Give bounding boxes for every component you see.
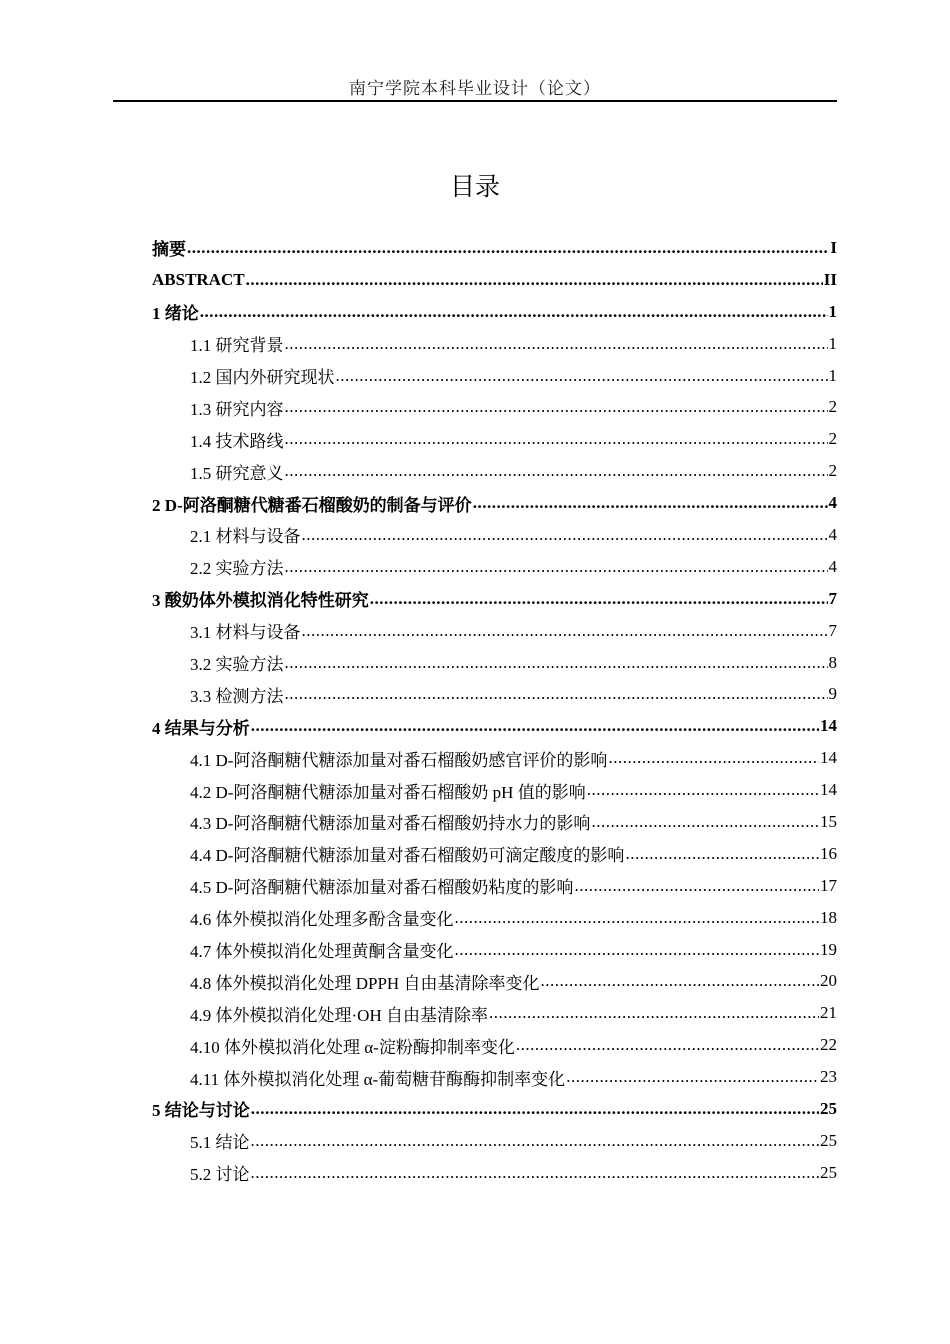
toc-dot-leader [455,908,820,928]
toc-dot-leader [608,748,819,768]
toc-dot-leader [489,1003,819,1023]
toc-entry-label: 3.3 检测方法 [190,686,284,706]
toc-entry-label: 4.5 D-阿洛酮糖代糖添加量对番石榴酸奶粘度的影响 [190,878,574,898]
toc-entry-section[interactable] [152,678,837,710]
toc-dot-leader [251,1099,819,1119]
toc-entry-section[interactable] [152,551,837,583]
toc-entry-page-number: 21 [820,1003,837,1023]
toc-entry-chapter[interactable] [152,232,837,264]
toc-entry-section[interactable] [152,455,837,487]
toc-dot-leader [336,366,828,386]
toc-entry-page-number: 15 [820,811,837,831]
toc-entry-page-number: 25 [820,1162,837,1182]
toc-entry-label: 4.8 体外模拟消化处理 DPPH 自由基清除率变化 [190,973,540,993]
toc-entry-chapter[interactable] [152,296,837,328]
toc-entry-page-number: 19 [820,939,837,959]
toc-entry-label: 4.1 D-阿洛酮糖代糖添加量对番石榴酸奶感官评价的影响 [190,750,608,770]
toc-entry-page-number: 14 [820,748,837,768]
toc-dot-leader [516,1035,819,1055]
toc-entry-page-number: 7 [828,588,837,608]
toc-dot-leader [251,1163,820,1183]
toc-entry-page-number: 1 [828,365,837,385]
toc-dot-leader [285,397,828,417]
toc-entry-section[interactable] [152,934,837,966]
toc-dot-leader [455,940,820,960]
toc-entry-page-number: 14 [820,716,837,736]
toc-entry-label: 1.2 国内外研究现状 [190,368,335,387]
toc-dot-leader [566,1067,819,1087]
toc-entry-label: 4.11 体外模拟消化处理 α-葡萄糖苷酶酶抑制率变化 [190,1069,566,1089]
toc-entry-label: 1.1 研究背景 [190,336,284,356]
toc-entry-chapter[interactable] [152,583,837,615]
toc-entry-section[interactable] [152,774,837,806]
toc-entry-label: 4.7 体外模拟消化处理黄酮含量变化 [190,942,454,962]
toc-entry-label: 2.1 材料与设备 [190,527,301,547]
toc-entry-page-number: 4 [828,524,837,544]
toc-entry-section[interactable] [152,519,837,551]
toc-entry-section[interactable] [152,1125,837,1157]
toc-entry-page-number: 23 [820,1067,837,1087]
toc-dot-leader [370,589,828,609]
toc-dot-leader [574,876,819,896]
toc-entry-label: 2.2 实验方法 [190,559,284,579]
toc-entry-label: 4.3 D-阿洛酮糖代糖添加量对番石榴酸奶持水力的影响 [190,814,591,834]
toc-entry-section[interactable] [152,806,837,838]
toc-entry-label: 4.6 体外模拟消化处理多酚含量变化 [190,910,454,930]
toc-entry-page-number: 2 [828,429,837,449]
toc-dot-leader [251,1131,820,1151]
toc-entry-page-number: I [830,237,837,257]
toc-entry-page-number: 25 [820,1130,837,1150]
toc-entry-page-number: 18 [820,907,837,927]
toc-entry-page-number: 8 [828,652,837,672]
toc-dot-leader [285,684,828,704]
toc-entry-page-number: 16 [820,843,837,863]
toc-dot-leader [285,461,828,481]
toc-dot-leader [251,716,819,736]
toc-dot-leader [302,525,828,545]
toc-dot-leader [285,653,828,673]
toc-entry-label: 1.4 技术路线 [190,431,284,451]
toc-entry-label: 2 D-阿洛酮糖代糖番石榴酸奶的制备与评价 [152,495,472,515]
toc-entry-page-number: 14 [820,780,837,800]
toc-entry-chapter[interactable] [152,710,837,742]
toc-entry-chapter[interactable] [152,264,837,296]
toc-entry-page-number: 22 [820,1035,837,1055]
toc-entry-label: 5.2 讨论 [190,1165,250,1185]
toc-dot-leader [540,971,819,991]
running-header: 南宁学院本科毕业设计（论文） [349,79,601,98]
toc-entry-page-number: 7 [828,620,837,640]
toc-entry-label: 4.2 D-阿洛酮糖代糖添加量对番石榴酸奶 pH 值的影响 [190,782,586,802]
toc-dot-leader [200,302,828,322]
toc-entry-section[interactable] [152,742,837,774]
toc-entry-section[interactable] [152,965,837,997]
toc-entry-section[interactable] [152,615,837,647]
toc-entry-label: 3 酸奶体外模拟消化特性研究 [152,591,369,611]
toc-entry-label: 3.2 实验方法 [190,655,284,675]
toc-entry-section[interactable] [152,1157,837,1189]
toc-entry-label: 4.9 体外模拟消化处理·OH 自由基清除率 [190,1005,488,1025]
toc-dot-leader [587,780,819,800]
toc-entry-page-number: 2 [828,397,837,417]
toc-dot-leader [473,493,828,513]
header-rule [113,100,837,102]
toc-dot-leader [302,621,828,641]
toc-dot-leader [591,812,819,832]
toc-entry-section[interactable] [152,360,837,392]
toc-title: 目录 [449,172,500,201]
toc-entry-section[interactable] [152,1029,837,1061]
toc-entry-section[interactable] [152,902,837,934]
toc-entry-chapter[interactable] [152,487,837,519]
toc-entry-page-number: 4 [828,493,837,513]
toc-entry-section[interactable] [152,997,837,1029]
toc-entry-section[interactable] [152,870,837,902]
toc-entry-page-number: 2 [828,461,837,481]
toc-entry-label: 4.4 D-阿洛酮糖代糖添加量对番石榴酸奶可滴定酸度的影响 [190,846,625,866]
toc-dot-leader [625,844,819,864]
toc-dot-leader [285,429,828,449]
toc-entry-page-number: 1 [828,301,837,321]
toc-entry-label: 1 绪论 [152,304,199,324]
toc-entry-label: ABSTRACT [152,269,245,289]
toc-entry-page-number: 20 [820,971,837,991]
toc-entry-page-number: 1 [828,333,837,353]
toc-entry-label: 摘要 [152,240,186,260]
toc-dot-leader [246,270,823,290]
toc-entry-label: 1.5 研究意义 [190,463,284,483]
toc-entry-section[interactable] [152,328,837,360]
toc-entry-label: 4.10 体外模拟消化处理 α-淀粉酶抑制率变化 [190,1037,515,1057]
toc-dot-leader [187,238,829,258]
toc-entry-page-number: 4 [828,556,837,576]
toc-entry-section[interactable] [152,1061,837,1093]
toc-dot-leader [285,334,828,354]
toc-entry-chapter[interactable] [152,1093,837,1125]
toc-entry-page-number: 25 [820,1098,837,1118]
toc-entry-label: 1.3 研究内容 [190,399,284,419]
toc-entry-page-number: II [823,269,837,289]
toc-entry-section[interactable] [152,838,837,870]
toc-dot-leader [285,557,828,577]
toc-entry-section[interactable] [152,391,837,423]
toc-entry-page-number: 9 [828,684,837,704]
toc-entry-section[interactable] [152,647,837,679]
toc-entry-label: 3.1 材料与设备 [190,623,301,643]
toc-entry-label: 4 结果与分析 [152,718,250,738]
toc-entry-label: 5.1 结论 [190,1133,250,1153]
table-of-contents [152,232,837,1189]
toc-entry-label: 5 结论与讨论 [152,1101,250,1121]
toc-entry-page-number: 17 [820,875,837,895]
toc-entry-section[interactable] [152,423,837,455]
